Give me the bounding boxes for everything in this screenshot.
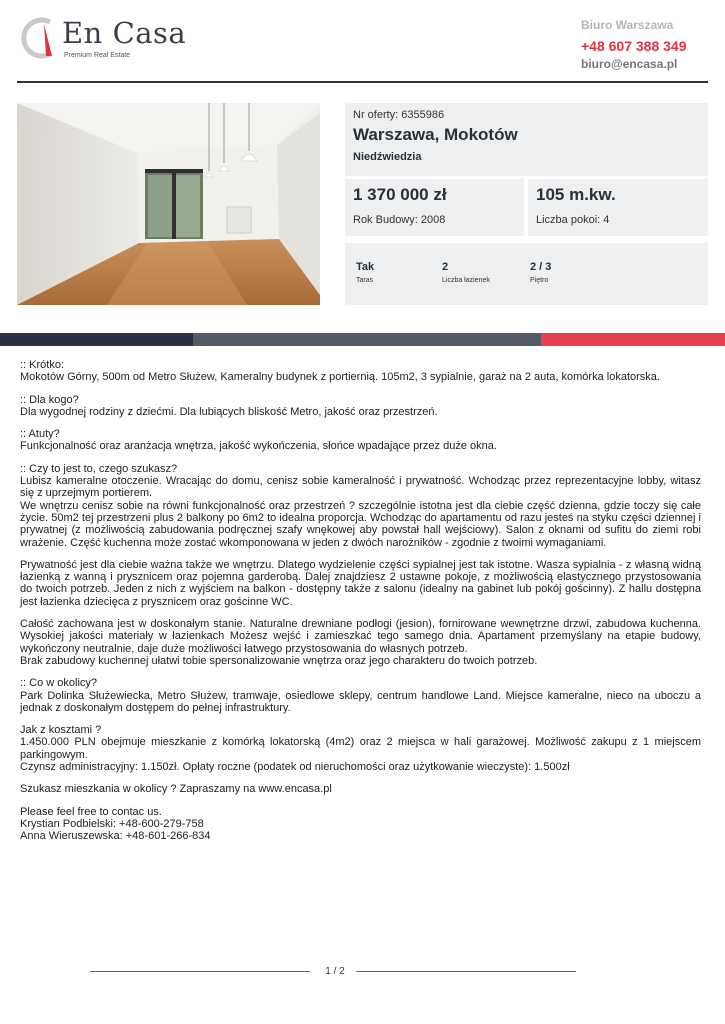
logo-mark-icon (16, 16, 56, 60)
description-line: :: Co w okolicy? (20, 677, 98, 690)
description-paragraph (20, 806, 701, 843)
offer-description (20, 359, 701, 853)
description-line: Całość zachowana jest w doskonałym stanie. Naturalne drewniane podłogi (jesion), fornirowane wewnętrzne drzwi, zabudowa kuchenna. Wysokiej jakości materiały w łazienkach Możesz wejść i zamieszkać tego samego dnia. Apartament przemyślany na etapie budowy, wykończony neutralnie, daje duże możliwości łatwego przystosowania do własnych potrzeb. (20, 618, 701, 655)
attribute-label: Liczba łazienek (442, 277, 490, 284)
attribute-value: Tak (356, 261, 375, 273)
attribute-bathrooms (442, 261, 490, 284)
description-paragraph (20, 359, 701, 384)
attribute-label: Piętro (530, 277, 549, 284)
description-line: :: Atuty? (20, 428, 60, 441)
description-line: Brak zabudowy kuchennej ułatwi tobie spersonalizowanie wnętrza oraz jego charakteru do twoich potrzeb. (20, 654, 538, 667)
attribute-terrace (356, 261, 374, 284)
brand-name: En Casa (62, 16, 187, 50)
room-count: Liczba pokoi: 4 (536, 214, 610, 226)
footer-divider-left (90, 971, 310, 972)
description-line: Mokotów Górny, 500m od Metro Służew, Kameralny budynek z portiernią. 105m2, 3 sypialnie, garaż na 2 auta, komórka lokatorska. (20, 371, 660, 384)
color-band-accent (541, 333, 725, 346)
area-panel (528, 179, 708, 236)
description-line: :: Czy to jest to, czego szukasz? (20, 462, 178, 475)
description-paragraph (20, 783, 701, 795)
color-band-mid (193, 333, 541, 346)
description-paragraph (20, 618, 701, 667)
price-panel (345, 179, 524, 236)
apartment-interior-image (17, 103, 320, 305)
description-paragraph (20, 677, 701, 714)
description-paragraph (20, 463, 701, 549)
color-band-dark (0, 333, 193, 346)
description-line: Park Dolinka Służewiecka, Metro Służew, tramwaje, osiedlowe sklepy, centrum handlowe Land. Miejsce kameralne, nieco na uboczu a jednak z doskonałym dostępem do pełnej infrastruktury. (20, 689, 701, 714)
brand-tagline: Premium Real Estate (64, 52, 131, 59)
description-paragraph (20, 428, 701, 453)
description-line: Szukasz mieszkania w okolicy ? Zapraszamy na www.encasa.pl (20, 783, 332, 796)
offer-price: 1 370 000 zł (353, 185, 447, 204)
brand-logo[interactable] (16, 16, 216, 64)
description-line: Jak z kosztami ? (20, 724, 102, 737)
offer-number: Nr oferty: 6355986 (353, 109, 445, 121)
description-line: Lubisz kameralne otoczenie. Wracając do domu, cenisz sobie kameralność i prywatność. Wchodząc przez reprezentacyjne lobby, witasz się z uprzejmym portierem. (20, 475, 701, 500)
description-line: :: Krótko: (20, 359, 65, 371)
offer-summary (345, 103, 708, 176)
offer-location: Warszawa, Mokotów (353, 125, 518, 144)
attribute-value: 2 / 3 (530, 261, 552, 273)
listing-photo (17, 103, 320, 305)
description-line: Please feel free to contac us. (20, 805, 162, 818)
office-email[interactable]: biuro@encasa.pl (581, 57, 678, 71)
description-line: Prywatność jest dla ciebie ważna także we wnętrzu. Dlatego wydzielenie części sypialnej jest tak istotne. Wasza sypialnia - z własną widną łazienką z wanną i prysznicem oraz pojemna garderobą. Dalej znajdziesz 2 ustawne pokoje, z możliwością elastycznego przystosowania do twoich potrzeb. Jeden z nich z wyjściem na balkon - dostępny także z salonu (idealny na gabinet lub pokój gościnny). Z hallu dostępna jest łazienka dziecięca z prysznicem oraz gościnne WC. (20, 558, 701, 608)
offer-area: 105 m.kw. (536, 185, 616, 204)
description-line: 1.450.000 PLN obejmuje mieszkanie z komórką lokatorską (4m2) oraz 2 miejsca w hali garażowej. Możliwość zakupu z 1 miejscem parkingowym. (20, 736, 701, 761)
description-line: Funkcjonalność oraz aranżacja wnętrza, jakość wykończenia, słońce wpadające przez duże okna. (20, 440, 497, 453)
office-contact (581, 18, 691, 71)
description-paragraph (20, 724, 701, 773)
description-line: Anna Wieruszewska: +48-601-266-834 (20, 830, 211, 843)
description-line: Krystian Podbielski: +48-600-279-758 (20, 817, 204, 830)
description-line: We wnętrzu cenisz sobie na równi funkcjonalność oraz przestrzeń ? szczególnie istotna jest dla ciebie część dzienna, gdzie toczy się całe życie. 50m2 tej przestrzeni plus 2 balkony po 6m2 to idealna proporcja. Wchodząc do apartamentu od razu jesteś na styku części dziennej i prywatnej (z możliwością zabudowania podręcznej szafy wnękowej aby powstał hall wejściowy). Salon z oknami od sufitu do ziemi robi wrażenie. Część kuchenna może zostać wkomponowana w jeden z dwóch narożników - zgodnie z twoimi wymaganiami. (20, 499, 701, 549)
office-phone[interactable]: +48 607 388 349 (581, 38, 687, 54)
description-line: Dla wygodnej rodziny z dziećmi. Dla lubiących bliskość Metro, jakość oraz przestrzeń. (20, 405, 438, 418)
attribute-value: 2 (442, 261, 449, 273)
office-city: Biuro Warszawa (581, 18, 674, 32)
year-built: Rok Budowy: 2008 (353, 214, 446, 226)
description-line: Czynsz administracyjny: 1.150zł. Opłaty roczne (podatek od nieruchomości oraz użytkowanie wieczyste): 1.500zł (20, 761, 570, 774)
page-number: 1 / 2 (325, 966, 345, 977)
footer-divider-right (356, 971, 576, 972)
description-line: :: Dla kogo? (20, 393, 79, 406)
description-paragraph (20, 394, 701, 419)
attribute-label: Taras (356, 277, 374, 284)
attributes-panel (345, 243, 708, 305)
description-paragraph (20, 559, 701, 608)
header-divider (17, 81, 708, 83)
offer-district: Niedźwiedzia (353, 151, 422, 163)
attribute-floor (530, 261, 551, 284)
